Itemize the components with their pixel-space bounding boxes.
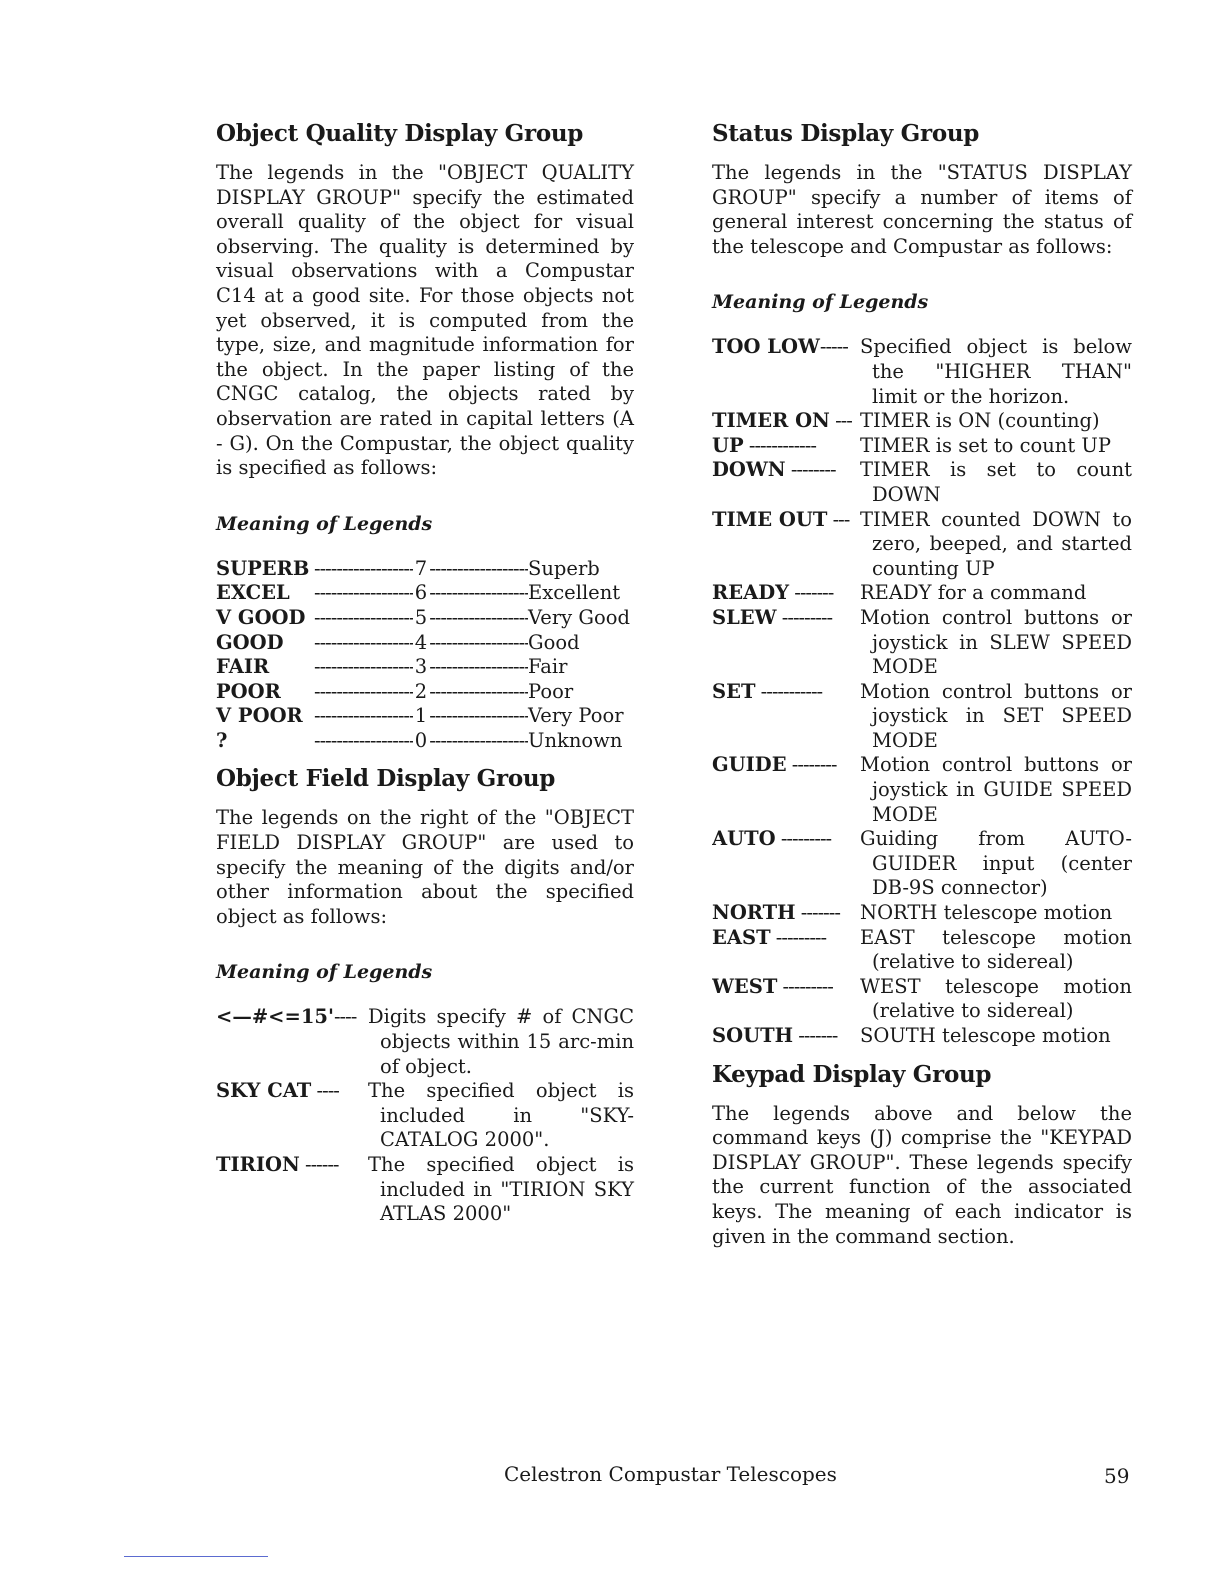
status-heading: Status Display Group <box>712 120 980 147</box>
legend-desc: Superb <box>528 556 600 580</box>
quality-subheading: Meaning of Legends <box>216 512 433 535</box>
legend-term: UP <box>712 433 744 457</box>
legend-desc: Very Poor <box>528 704 624 728</box>
legend-text: WEST telescope motion (relative to sidereal) <box>860 974 1132 1023</box>
legend-definition: TIMER ON --- TIMER is ON (counting) <box>712 409 1132 434</box>
legend-term: SET <box>712 679 756 703</box>
field-subheading: Meaning of Legends <box>216 961 433 984</box>
legend-definition: TIRION ------ The specified object is included in "TIRION SKY ATLAS 2000" <box>216 1153 634 1226</box>
legend-key: V POOR <box>216 704 303 728</box>
legend-key: FAIR <box>216 655 270 679</box>
legend-row <box>216 631 634 656</box>
legend-desc: Poor <box>528 679 574 703</box>
legend-key: POOR <box>216 679 281 703</box>
legend-text: TIMER is set to count UP <box>860 433 1111 457</box>
legend-term: WEST <box>712 974 778 998</box>
legend-number: 1 <box>414 704 428 728</box>
field-legend-list <box>216 1005 634 1226</box>
legend-text: SOUTH telescope motion <box>860 1024 1111 1047</box>
legend-definition: UP ------------ TIMER is set to count UP <box>712 434 1132 459</box>
page-number: 59 <box>1104 1464 1130 1488</box>
legend-term: SKY CAT <box>216 1079 312 1103</box>
legend-text: Motion control buttons or joystick in SLEW SPEED MODE <box>860 605 1132 679</box>
legend-text: The specified object is included in "SKY-CATALOG 2000". <box>368 1079 634 1152</box>
legend-number: 3 <box>414 655 428 679</box>
legend-desc: Unknown <box>528 728 623 752</box>
legend-text: READY for a command <box>860 581 1087 605</box>
legend-text: EAST telescope motion (relative to sidereal) <box>860 925 1132 974</box>
legend-text: TIMER is ON (counting) <box>860 409 1100 433</box>
legend-definition: <—#<=15'---- Digits specify # of CNGC objects within 15 arc-min of object. <box>216 1005 634 1078</box>
legend-row <box>216 680 634 705</box>
legend-term: SLEW <box>712 605 777 629</box>
legend-definition: TIME OUT --- TIMER counted DOWN to zero, beeped, and started counting UP <box>712 507 1132 580</box>
legend-text: Guiding from AUTO-GUIDER input (center DB-9S connector) <box>860 827 1132 900</box>
legend-text: Motion control buttons or joystick in GUIDE SPEED MODE <box>860 753 1132 826</box>
legend-definition: SKY CAT ---- The specified object is included in "SKY-CATALOG 2000". <box>216 1079 634 1152</box>
legend-term: EAST <box>712 925 771 949</box>
legend-row <box>216 655 634 680</box>
legend-text: Digits specify # of CNGC objects within 15 arc-min of object. <box>368 1005 634 1078</box>
legend-definition: SOUTH ------- SOUTH telescope motion <box>712 1024 1132 1049</box>
legend-definition: WEST --------- WEST telescope motion (relative to sidereal) <box>712 974 1132 1023</box>
legend-definition: EAST --------- EAST telescope motion (relative to sidereal) <box>712 925 1132 974</box>
legend-row <box>216 704 634 729</box>
quality-paragraph: The legends in the "OBJECT QUALITY DISPLAY GROUP" specify the estimated overall quality of the object for visual observing. The quality is determined by visual observations with a Compustar C14 at a good site. For those objects not yet observed, it is computed from the type, size, and magnitude information for the object. In the paper listing of the CNGC catalog, the objects rated by observation are rated in capital letters (A - G). On the Compustar, the object quality is specified as follows: <box>216 161 634 480</box>
legend-term: TOO LOW <box>712 335 820 359</box>
legend-number: 5 <box>414 605 428 629</box>
legend-number: 2 <box>414 679 428 703</box>
quality-legend-list <box>216 557 634 754</box>
legend-definition: NORTH ------- NORTH telescope motion <box>712 901 1132 926</box>
legend-row <box>216 729 634 754</box>
legend-term: <—#<=15' <box>216 1005 334 1029</box>
legend-definition: SET ----------- Motion control buttons or joystick in SET SPEED MODE <box>712 679 1132 752</box>
legend-row <box>216 581 634 606</box>
legend-key: V GOOD <box>216 605 306 629</box>
legend-term: SOUTH <box>712 1024 794 1047</box>
legend-text: The specified object is included in "TIRION SKY ATLAS 2000" <box>368 1153 634 1226</box>
field-heading: Object Field Display Group <box>216 765 556 793</box>
field-paragraph: The legends on the right of the "OBJECT FIELD DISPLAY GROUP" are used to specify the meaning of the digits and/or other information about the specified object as follows: <box>216 806 634 928</box>
legend-text: TIMER is set to count DOWN <box>860 458 1132 506</box>
right-column <box>712 120 1132 1249</box>
keypad-paragraph: The legends above and below the command keys (J) comprise the "KEYPAD DISPLAY GROUP". These legends specify the current function of the associated keys. The meaning of each indicator is given in the command section. <box>712 1101 1132 1248</box>
legend-key: ? <box>216 728 228 752</box>
scan-divider <box>124 1556 268 1557</box>
quality-heading: Object Quality Display Group <box>216 120 584 147</box>
status-legend-list <box>712 335 1132 1048</box>
legend-term: GUIDE <box>712 753 787 777</box>
legend-definition: SLEW --------- Motion control buttons or joystick in SLEW SPEED MODE <box>712 605 1132 679</box>
legend-number: 4 <box>414 630 428 654</box>
legend-number: 7 <box>414 556 428 580</box>
footer-title: Celestron Compustar Telescopes <box>504 1462 837 1486</box>
legend-row <box>216 557 634 582</box>
legend-term: TIRION <box>216 1153 300 1176</box>
legend-desc: Fair <box>528 655 568 679</box>
left-column <box>216 120 634 1227</box>
legend-term: DOWN <box>712 458 786 482</box>
legend-text: Motion control buttons or joystick in SET SPEED MODE <box>860 679 1132 752</box>
legend-definition: READY ------- READY for a command <box>712 581 1132 606</box>
legend-term: TIMER ON <box>712 409 830 433</box>
legend-definition: TOO LOW----- Specified object is below the "HIGHER THAN" limit or the horizon. <box>712 335 1132 408</box>
legend-desc: Excellent <box>528 581 621 605</box>
legend-text: TIMER counted DOWN to zero, beeped, and started counting UP <box>860 507 1132 580</box>
legend-text: NORTH telescope motion <box>860 901 1113 925</box>
legend-term: AUTO <box>712 827 776 851</box>
keypad-heading: Keypad Display Group <box>712 1060 992 1088</box>
legend-desc: Very Good <box>528 605 630 629</box>
legend-term: TIME OUT <box>712 507 828 531</box>
legend-definition: AUTO --------- Guiding from AUTO-GUIDER input (center DB-9S connector) <box>712 827 1132 900</box>
legend-key: EXCEL <box>216 581 290 605</box>
legend-row <box>216 606 634 631</box>
legend-key: GOOD <box>216 630 284 654</box>
legend-number: 6 <box>414 581 428 605</box>
legend-term: NORTH <box>712 901 796 925</box>
legend-term: READY <box>712 581 790 605</box>
legend-desc: Good <box>528 630 580 654</box>
legend-key: SUPERB <box>216 556 310 580</box>
legend-definition: DOWN -------- TIMER is set to count DOWN <box>712 458 1132 506</box>
legend-definition: GUIDE -------- Motion control buttons or joystick in GUIDE SPEED MODE <box>712 753 1132 826</box>
legend-number: 0 <box>414 728 428 752</box>
legend-text: Specified object is below the "HIGHER THAN" limit or the horizon. <box>860 335 1132 408</box>
status-subheading: Meaning of Legends <box>712 291 929 314</box>
status-paragraph: The legends in the "STATUS DISPLAY GROUP" specify a number of items of general interest concerning the status of the telescope and Compustar as follows: <box>712 161 1132 258</box>
